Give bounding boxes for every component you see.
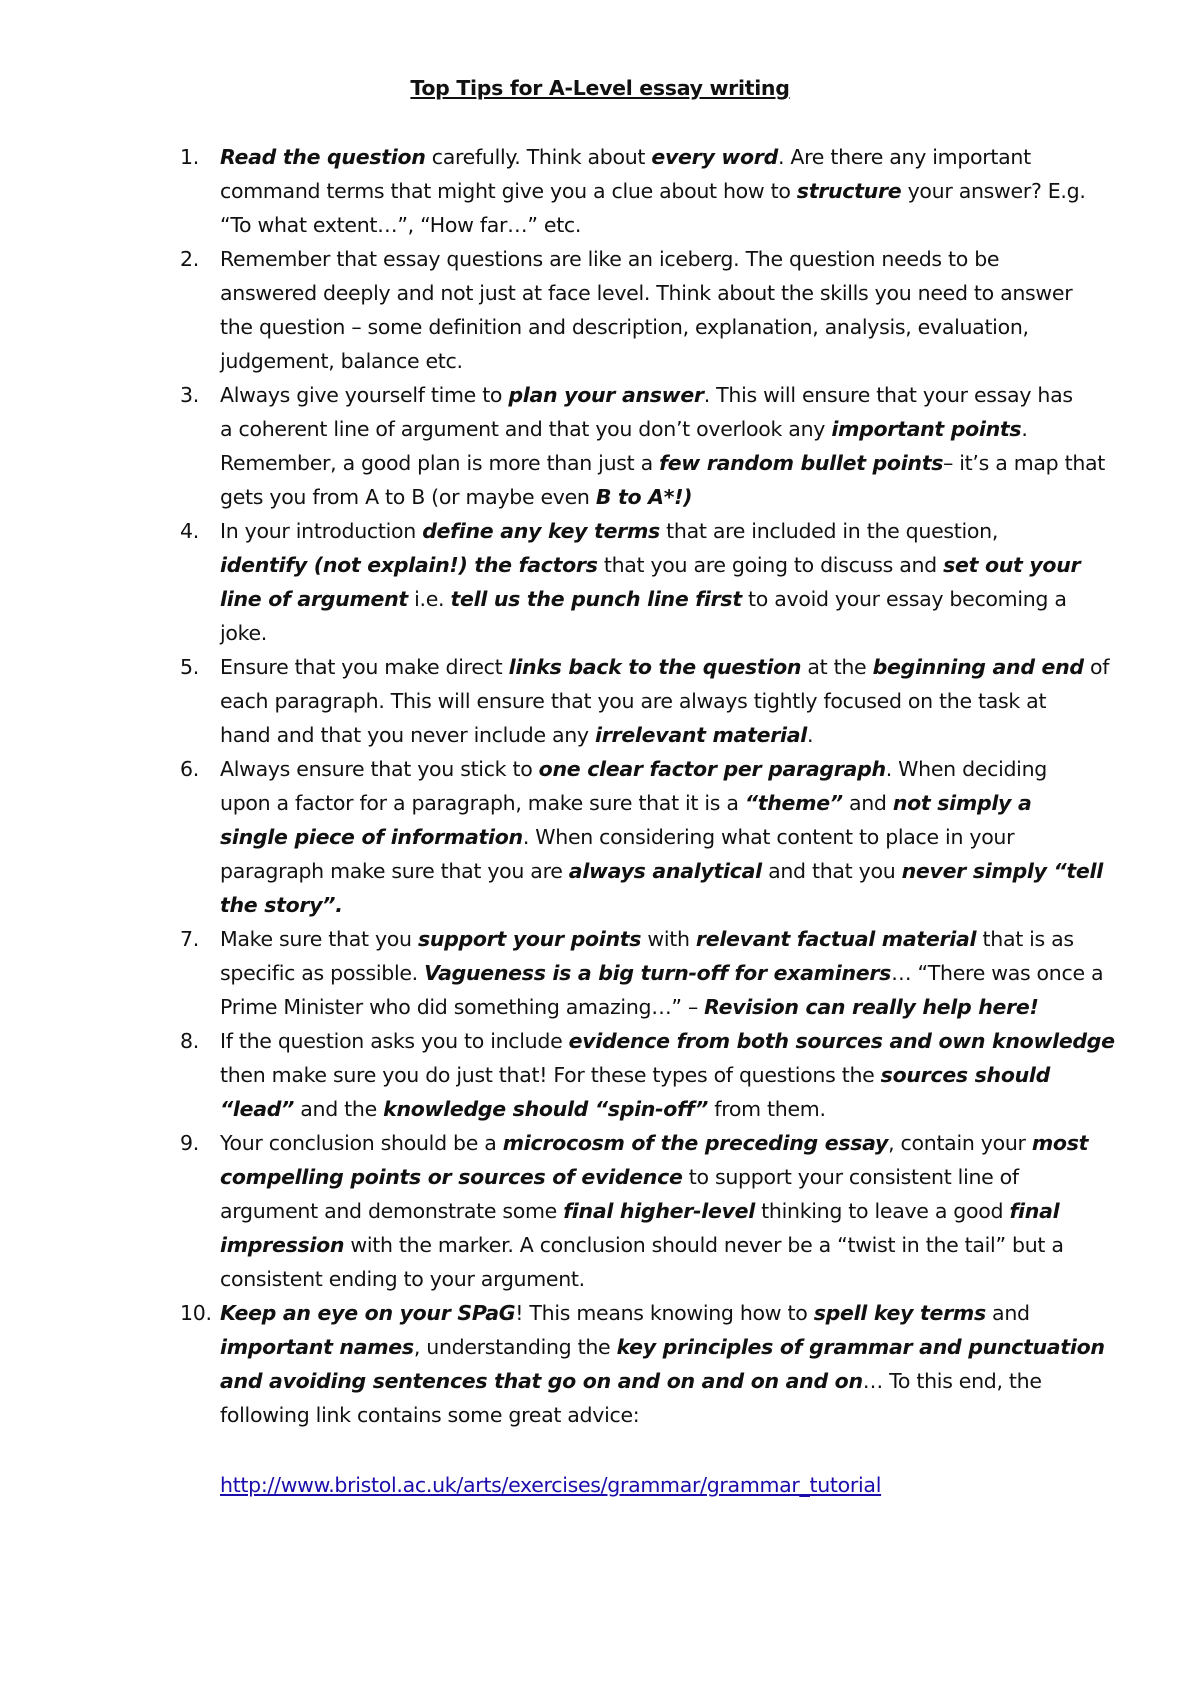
plain-text: . When considering what content to place in your bbox=[522, 825, 1015, 849]
plain-text: command terms that might give you a clue about how to bbox=[220, 179, 797, 203]
plain-text: following link contains some great advice: bbox=[220, 1403, 640, 1427]
link-container bbox=[220, 1468, 881, 1502]
list-item-text bbox=[220, 1126, 1100, 1296]
text-line bbox=[220, 378, 1100, 412]
plain-text: – it’s a map that bbox=[943, 451, 1106, 475]
plain-text: that are included in the question, bbox=[659, 519, 999, 543]
emphasis-text: most bbox=[1031, 1131, 1089, 1155]
plain-text: the question – some definition and description, explanation, analysis, evaluation, bbox=[220, 315, 1029, 339]
plain-text: thinking to leave a good bbox=[754, 1199, 1010, 1223]
emphasis-text: knowledge should “spin-off” bbox=[383, 1097, 709, 1121]
plain-text: each paragraph. This will ensure that you are always tightly focused on the task at bbox=[220, 689, 1047, 713]
plain-text: a coherent line of argument and that you don’t overlook any bbox=[220, 417, 832, 441]
list-item bbox=[0, 1024, 1115, 1126]
plain-text: and bbox=[842, 791, 893, 815]
emphasis-text: the story”. bbox=[220, 893, 343, 917]
text-line bbox=[220, 242, 1100, 276]
emphasis-text: plan your answer bbox=[508, 383, 704, 407]
emphasis-text: line of argument bbox=[220, 587, 408, 611]
text-line bbox=[220, 276, 1100, 310]
plain-text: , understanding the bbox=[413, 1335, 617, 1359]
plain-text: “To what extent…”, “How far…” etc. bbox=[220, 213, 582, 237]
plain-text: In your introduction bbox=[220, 519, 423, 543]
text-line bbox=[220, 174, 1100, 208]
emphasis-text: final higher-level bbox=[563, 1199, 755, 1223]
list-item-text bbox=[220, 1296, 1105, 1432]
list-item bbox=[0, 1126, 1100, 1296]
text-line bbox=[220, 718, 1100, 752]
text-line bbox=[220, 922, 1100, 956]
text-line bbox=[220, 820, 1100, 854]
emphasis-text: always analytical bbox=[568, 859, 762, 883]
text-line bbox=[220, 344, 1100, 378]
plain-text: with the marker. A conclusion should never be a “twist in the tail” but a bbox=[344, 1233, 1064, 1257]
text-line bbox=[220, 1058, 1100, 1092]
list-item-text bbox=[220, 242, 1100, 378]
plain-text: to support your consistent line of bbox=[682, 1165, 1019, 1189]
plain-text: Always give yourself time to bbox=[220, 383, 509, 407]
plain-text: Your conclusion should be a bbox=[220, 1131, 503, 1155]
grammar-tutorial-link[interactable]: http://www.bristol.ac.uk/arts/exercises/grammar/grammar_tutorial bbox=[220, 1473, 882, 1497]
text-line bbox=[220, 1092, 1100, 1126]
emphasis-text: define any key terms bbox=[422, 519, 660, 543]
text-line bbox=[220, 208, 1100, 242]
list-item-number: 2. bbox=[180, 247, 199, 271]
list-item bbox=[0, 752, 1103, 922]
list-item-number: 1. bbox=[180, 145, 199, 169]
plain-text: If the question asks you to include bbox=[220, 1029, 569, 1053]
plain-text: gets you from A to B (or maybe even bbox=[220, 485, 596, 509]
text-line bbox=[220, 616, 1100, 650]
list-item-number: 10. bbox=[180, 1301, 212, 1325]
list-item bbox=[0, 140, 1100, 242]
plain-text: consistent ending to your argument. bbox=[220, 1267, 585, 1291]
plain-text: then make sure you do just that! For these types of questions the bbox=[220, 1063, 881, 1087]
list-item bbox=[0, 1296, 1105, 1432]
emphasis-text: identify (not explain!) the factors bbox=[220, 553, 598, 577]
text-line bbox=[220, 412, 1100, 446]
emphasis-text: never simply “tell bbox=[901, 859, 1103, 883]
list-item-text bbox=[220, 1024, 1115, 1126]
plain-text: and bbox=[985, 1301, 1030, 1325]
list-item-text bbox=[220, 922, 1104, 1024]
emphasis-text: spell key terms bbox=[813, 1301, 986, 1325]
plain-text: at the bbox=[801, 655, 873, 679]
text-line bbox=[220, 1296, 1100, 1330]
emphasis-text: impression bbox=[220, 1233, 345, 1257]
list-item bbox=[0, 242, 1100, 378]
text-line bbox=[220, 1262, 1100, 1296]
plain-text: carefully. Think about bbox=[425, 145, 652, 169]
plain-text: i.e. bbox=[407, 587, 451, 611]
tips-list bbox=[0, 140, 1115, 1432]
text-line bbox=[220, 786, 1100, 820]
plain-text: judgement, balance etc. bbox=[220, 349, 463, 373]
emphasis-text: sources should bbox=[880, 1063, 1051, 1087]
plain-text: . Are there any important bbox=[777, 145, 1031, 169]
list-item-number: 6. bbox=[180, 757, 199, 781]
text-line bbox=[220, 650, 1110, 684]
plain-text: Remember, a good plan is more than just a bbox=[220, 451, 660, 475]
plain-text: hand and that you never include any bbox=[220, 723, 595, 747]
emphasis-text: Keep an eye on your SPaG bbox=[220, 1301, 516, 1325]
plain-text: . bbox=[807, 723, 814, 747]
plain-text: your answer? E.g. bbox=[901, 179, 1086, 203]
emphasis-text: key principles of grammar and punctuation bbox=[616, 1335, 1105, 1359]
emphasis-text: every word bbox=[651, 145, 778, 169]
emphasis-text: evidence from both sources and own knowledge bbox=[568, 1029, 1115, 1053]
emphasis-text: links back to the question bbox=[508, 655, 802, 679]
text-line bbox=[220, 684, 1100, 718]
plain-text: . When deciding bbox=[885, 757, 1047, 781]
plain-text: argument and demonstrate some bbox=[220, 1199, 564, 1223]
plain-text: of bbox=[1083, 655, 1110, 679]
list-item-text bbox=[220, 140, 1100, 242]
text-line bbox=[220, 310, 1100, 344]
emphasis-text: tell us the punch line first bbox=[450, 587, 742, 611]
text-line bbox=[220, 888, 1100, 922]
text-line bbox=[220, 1194, 1100, 1228]
text-line bbox=[220, 1024, 1115, 1058]
plain-text: from them. bbox=[708, 1097, 826, 1121]
page-title: Top Tips for A-Level essay writing bbox=[410, 76, 790, 100]
plain-text: Make sure that you bbox=[220, 927, 418, 951]
list-item-number: 3. bbox=[180, 383, 199, 407]
plain-text: that you are going to discuss and bbox=[597, 553, 944, 577]
plain-text: . This will ensure that your essay has bbox=[703, 383, 1073, 407]
text-line bbox=[220, 1160, 1100, 1194]
emphasis-text: set out your bbox=[943, 553, 1081, 577]
plain-text: paragraph make sure that you are bbox=[220, 859, 569, 883]
emphasis-text: final bbox=[1009, 1199, 1060, 1223]
emphasis-text: Vagueness is a big turn-off for examiners bbox=[424, 961, 892, 985]
text-line bbox=[220, 1364, 1100, 1398]
emphasis-text: support your points bbox=[417, 927, 642, 951]
text-line bbox=[220, 956, 1104, 990]
emphasis-text: “theme” bbox=[744, 791, 843, 815]
plain-text: ! This means knowing how to bbox=[515, 1301, 814, 1325]
list-item-text bbox=[220, 514, 1100, 650]
emphasis-text: irrelevant material bbox=[594, 723, 807, 747]
list-item bbox=[0, 922, 1104, 1024]
list-item-text bbox=[220, 378, 1106, 514]
emphasis-text: important points bbox=[831, 417, 1022, 441]
plain-text: Prime Minister who did something amazing…” – bbox=[220, 995, 705, 1019]
plain-text: , contain your bbox=[888, 1131, 1032, 1155]
emphasis-text: beginning and end bbox=[872, 655, 1084, 679]
text-line bbox=[220, 548, 1100, 582]
plain-text: and that you bbox=[761, 859, 902, 883]
emphasis-text: “lead” bbox=[220, 1097, 295, 1121]
list-item-number: 4. bbox=[180, 519, 199, 543]
emphasis-text: structure bbox=[796, 179, 902, 203]
plain-text: joke. bbox=[220, 621, 268, 645]
list-item bbox=[0, 514, 1100, 650]
plain-text: Ensure that you make direct bbox=[220, 655, 509, 679]
text-line bbox=[220, 446, 1106, 480]
emphasis-text: and avoiding sentences that go on and on and on and on bbox=[220, 1369, 863, 1393]
plain-text: . bbox=[1021, 417, 1028, 441]
emphasis-text: few random bullet points bbox=[659, 451, 944, 475]
emphasis-text: Revision can really help here! bbox=[704, 995, 1039, 1019]
emphasis-text: microcosm of the preceding essay bbox=[502, 1131, 889, 1155]
plain-text: answered deeply and not just at face level. Think about the skills you need to answer bbox=[220, 281, 1073, 305]
plain-text: … To this end, the bbox=[862, 1369, 1042, 1393]
plain-text: and the bbox=[294, 1097, 384, 1121]
list-item-number: 8. bbox=[180, 1029, 199, 1053]
list-item-number: 7. bbox=[180, 927, 199, 951]
emphasis-text: important names bbox=[220, 1335, 414, 1359]
text-line bbox=[220, 480, 1100, 514]
emphasis-text: Read the question bbox=[220, 145, 426, 169]
plain-text: Always ensure that you stick to bbox=[220, 757, 539, 781]
emphasis-text: one clear factor per paragraph bbox=[538, 757, 886, 781]
list-item-number: 5. bbox=[180, 655, 199, 679]
list-item-text bbox=[220, 650, 1110, 752]
text-line bbox=[220, 752, 1100, 786]
emphasis-text: single piece of information bbox=[220, 825, 523, 849]
text-line bbox=[220, 582, 1100, 616]
emphasis-text: not simply a bbox=[892, 791, 1032, 815]
text-line bbox=[220, 1330, 1105, 1364]
list-item-number: 9. bbox=[180, 1131, 199, 1155]
text-line bbox=[220, 1228, 1100, 1262]
text-line bbox=[220, 514, 1100, 548]
text-line bbox=[220, 1398, 1100, 1432]
plain-text: … “There was once a bbox=[891, 961, 1104, 985]
emphasis-text: compelling points or sources of evidence bbox=[220, 1165, 683, 1189]
plain-text: specific as possible. bbox=[220, 961, 425, 985]
plain-text: upon a factor for a paragraph, make sure that it is a bbox=[220, 791, 745, 815]
plain-text: to avoid your essay becoming a bbox=[741, 587, 1067, 611]
text-line bbox=[220, 854, 1103, 888]
text-line bbox=[220, 140, 1100, 174]
plain-text: with bbox=[641, 927, 696, 951]
emphasis-text: relevant factual material bbox=[695, 927, 977, 951]
plain-text: that is as bbox=[976, 927, 1074, 951]
list-item-text bbox=[220, 752, 1103, 922]
text-line bbox=[220, 990, 1100, 1024]
plain-text: Remember that essay questions are like an iceberg. The question needs to be bbox=[220, 247, 1000, 271]
list-item bbox=[0, 650, 1110, 752]
emphasis-text: B to A*!) bbox=[595, 485, 693, 509]
text-line bbox=[220, 1126, 1100, 1160]
list-item bbox=[0, 378, 1106, 514]
